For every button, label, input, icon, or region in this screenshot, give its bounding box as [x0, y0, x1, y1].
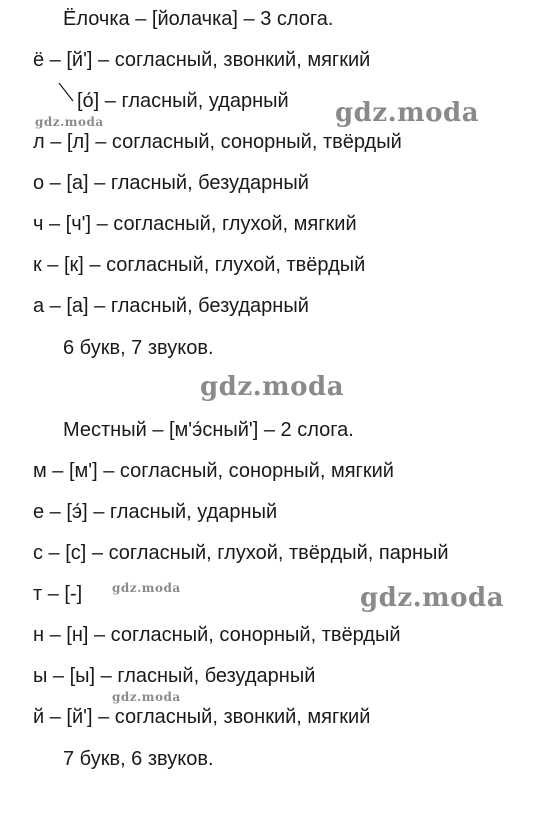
- word1-row-o-stressed: [о́] – гласный, ударный: [77, 90, 289, 112]
- word1-row-o: о – [а] – гласный, безударный: [33, 172, 309, 194]
- watermark: gdz.moda: [335, 98, 480, 128]
- word1-row-l: л – [л] – согласный, сонорный, твёрдый: [33, 131, 402, 153]
- branch-line: [58, 82, 74, 102]
- word2-title: Местный – [м'э́сный'] – 2 слога.: [63, 419, 354, 441]
- word2-row-t: т – [-]: [33, 583, 83, 605]
- watermark: gdz.moda: [35, 115, 104, 129]
- watermark: gdz.moda: [360, 583, 505, 613]
- watermark: gdz.moda: [200, 372, 345, 402]
- word2-row-s: с – [с] – согласный, глухой, твёрдый, парный: [33, 542, 449, 564]
- word1-row-a: а – [а] – гласный, безударный: [33, 295, 309, 317]
- word2-summary: 7 букв, 6 звуков.: [63, 748, 214, 770]
- word1-row-yo: ё – [й'] – согласный, звонкий, мягкий: [33, 49, 371, 71]
- word2-row-j: й – [й'] – согласный, звонкий, мягкий: [33, 706, 371, 728]
- word1-row-k: к – [к] – согласный, глухой, твёрдый: [33, 254, 366, 276]
- word2-row-e: е – [э́] – гласный, ударный: [33, 501, 278, 523]
- watermark: gdz.moda: [112, 581, 181, 595]
- word2-row-y: ы – [ы] – гласный, безударный: [33, 665, 316, 687]
- word1-row-ch: ч – [ч'] – согласный, глухой, мягкий: [33, 213, 357, 235]
- word1-title: Ёлочка – [йолачка] – 3 слога.: [63, 8, 334, 30]
- word1-summary: 6 букв, 7 звуков.: [63, 337, 214, 359]
- watermark: gdz.moda: [112, 690, 181, 704]
- word2-row-m: м – [м'] – согласный, сонорный, мягкий: [33, 460, 394, 482]
- word2-row-n: н – [н] – согласный, сонорный, твёрдый: [33, 624, 401, 646]
